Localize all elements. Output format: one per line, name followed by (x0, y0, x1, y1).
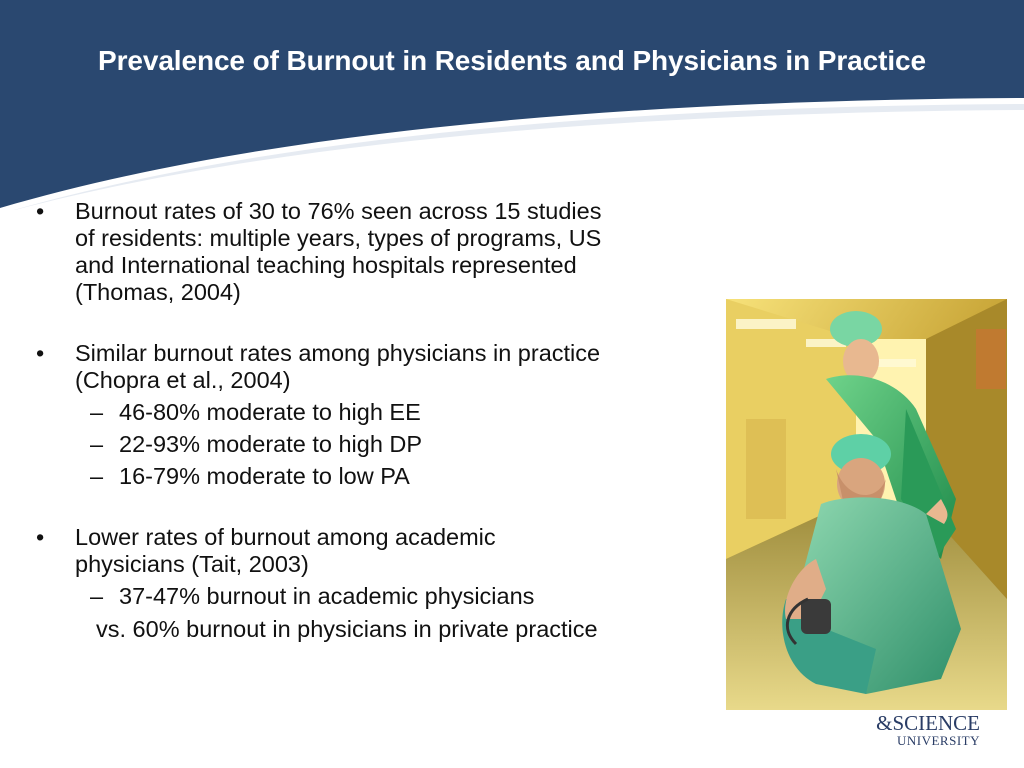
bullet-line: Lower rates of burnout among academic (75, 524, 496, 550)
sub-bullet (30, 431, 720, 458)
bullet-line: Similar burnout rates among physicians in practice (75, 340, 601, 366)
sub-bullet-dash: – (90, 399, 104, 425)
bullet-item (30, 524, 720, 578)
bullet-list (30, 198, 720, 643)
bullet-symbol: • (36, 524, 45, 550)
bullet-line: and International teaching hospitals represented (75, 252, 577, 278)
sub-bullet-text: 22-93% moderate to high DP (119, 431, 423, 457)
bullet-line: of residents: multiple years, types of programs, US (75, 225, 602, 251)
sub-bullet (30, 399, 720, 426)
sub-bullet-dash: – (90, 431, 104, 457)
sub-bullet (30, 583, 720, 610)
photo-doctors-in-hallway (726, 299, 1007, 710)
sub-bullet-dash: – (90, 583, 104, 609)
continuation-line: vs. 60% burnout in physicians in private practice (96, 616, 598, 642)
sub-bullet-text: 16-79% moderate to low PA (119, 463, 410, 489)
sub-bullet (30, 463, 720, 490)
bullet-item (30, 198, 720, 306)
bullet-symbol: • (36, 340, 45, 366)
sub-bullet-text: 37-47% burnout in academic physicians (119, 583, 535, 609)
logo-line-university: UNIVERSITY (897, 733, 980, 748)
bullet-symbol: • (36, 198, 45, 224)
sub-bullet-dash: – (90, 463, 104, 489)
sub-bullet-text: 46-80% moderate to high EE (119, 399, 421, 425)
bullet-item (30, 340, 720, 394)
header-banner (0, 0, 1024, 210)
bullet-line: Burnout rates of 30 to 76% seen across 15 studies (75, 198, 602, 224)
bullet-line: physicians (Tait, 2003) (75, 551, 309, 577)
photo-illustration (726, 299, 1007, 710)
bullet-line: (Thomas, 2004) (75, 279, 241, 305)
bullet-line: (Chopra et al., 2004) (75, 367, 291, 393)
logo-line-science: &SCIENCE (876, 711, 980, 735)
slide-title: Prevalence of Burnout in Residents and Physicians in Practice (98, 45, 926, 76)
